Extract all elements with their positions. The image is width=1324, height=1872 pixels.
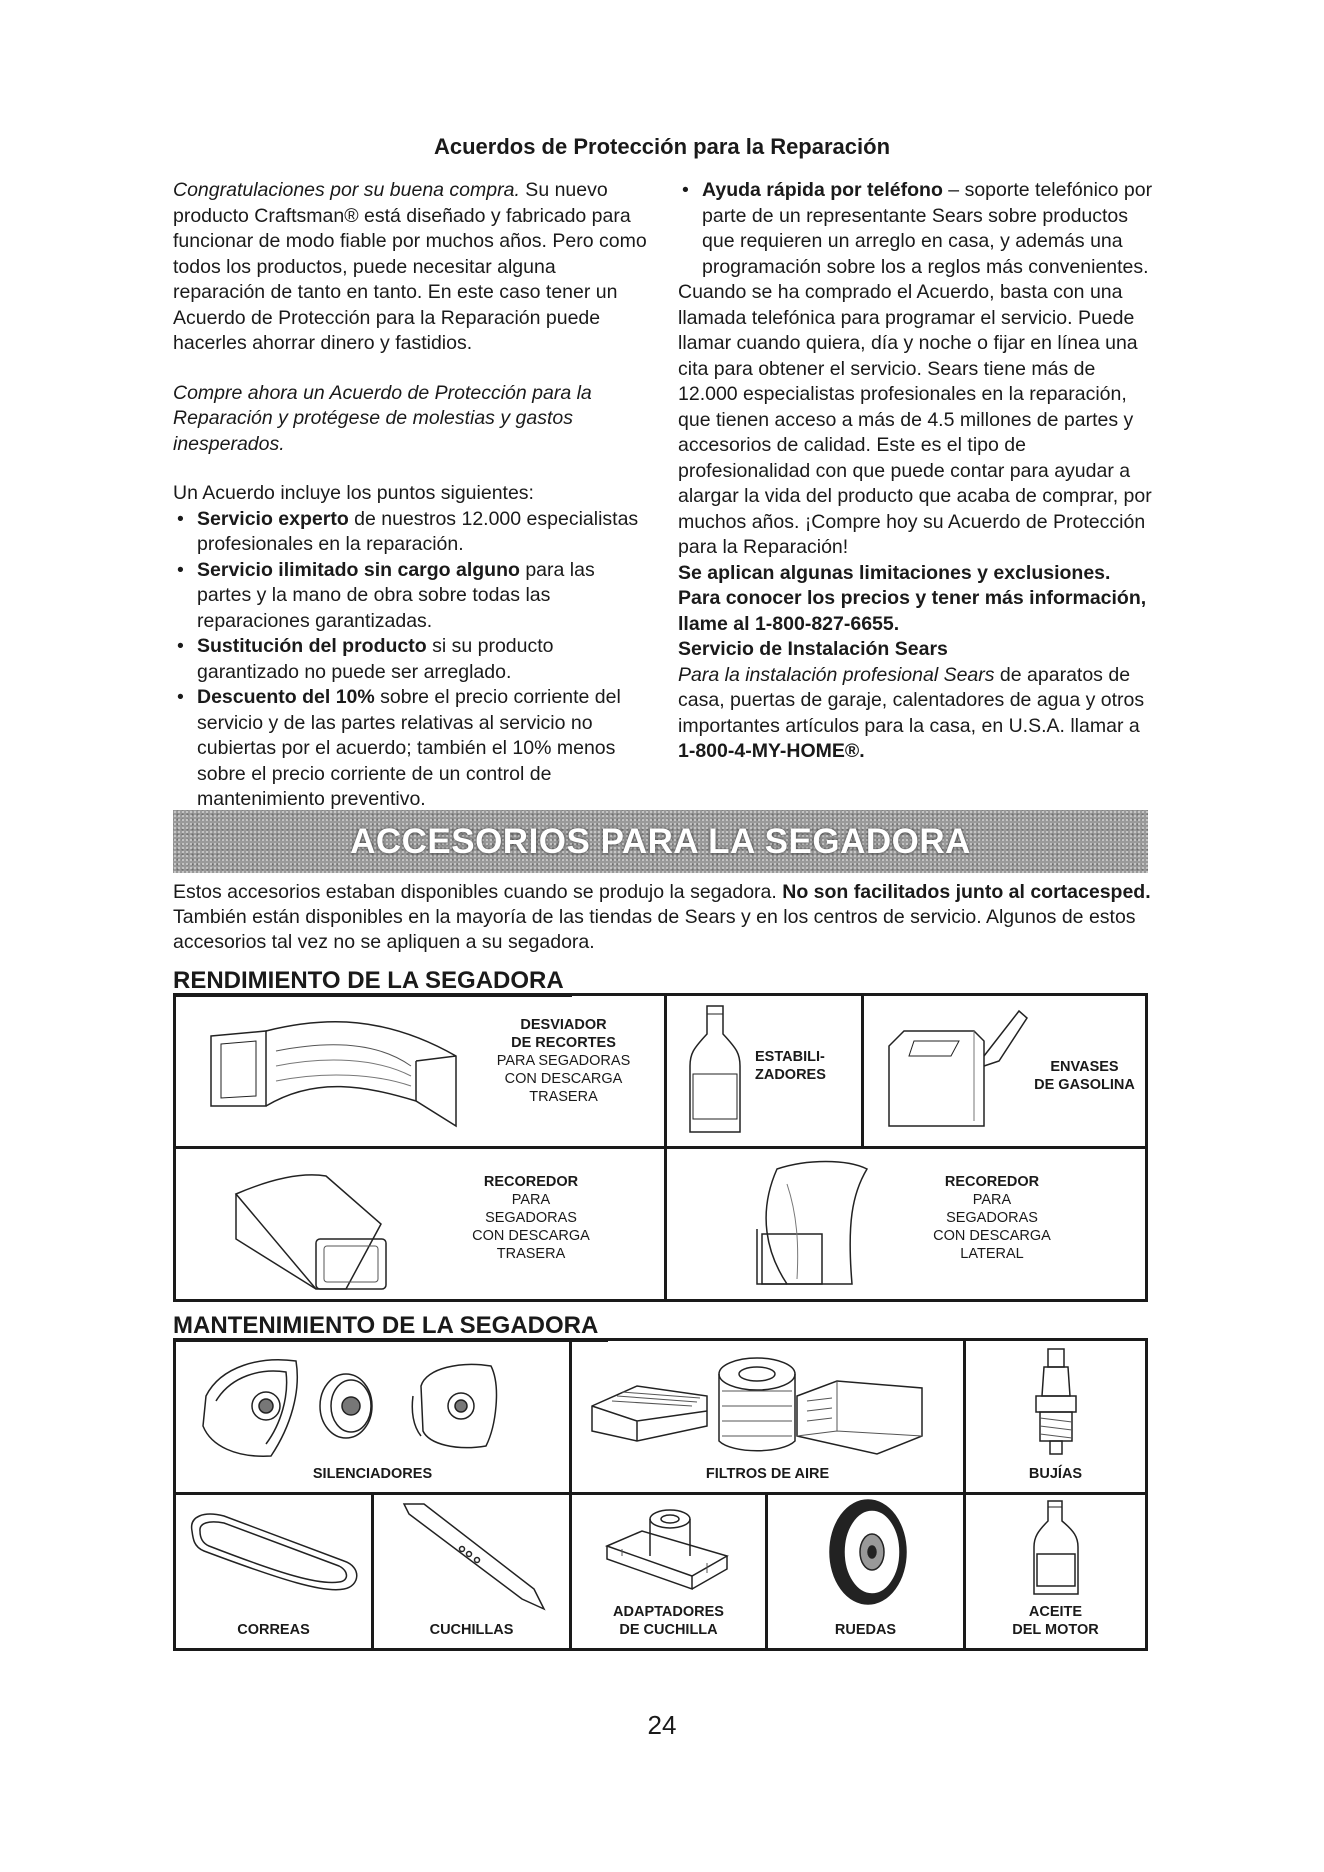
- cell-stabilizer: [667, 996, 861, 1146]
- right-column: [678, 178, 1153, 765]
- blades-label: CUCHILLAS: [429, 1622, 514, 1638]
- list-intro: Un Acuerdo incluye los puntos siguientes:: [173, 482, 534, 504]
- banner-title: ACCESORIOS PARA LA SEGADORA: [350, 821, 971, 861]
- cell-air-filters: [572, 1341, 963, 1492]
- page-number: 24: [647, 1710, 677, 1740]
- intro-congrats: Congratulaciones por su buena compra.: [173, 179, 520, 201]
- maintenance-heading: MANTENIMIENTO DE LA SEGADORA: [173, 1312, 599, 1339]
- deflector-icon: [206, 1006, 486, 1136]
- intro-body: Su nuevo producto Craftsman® está diseñado y fabricado para funcionar de modo fiable por muchos años. Pero como todos los productos, puede necesitar alguna reparación de tanto en tanto. En este caso tener un Acuerdo de Protección para la Reparación puede hacerles ahorrar dinero y fastidios.: [173, 179, 647, 354]
- wheel-icon: [823, 1497, 913, 1612]
- air-filters-label: FILTROS DE AIRE: [705, 1466, 830, 1482]
- agreement-paragraph: Cuando se ha comprado el Acuerdo, basta con una llamada telefónica para programar el servicio. Puede llamar cuando quiera, día y noche o fijar en línea una cita para obtener el servicio. Sears tiene más de 12.000 especialistas profesionales en la reparación, que tienen acceso a más de 4.5 millones de partes y accesorios de calidad. Este es el tipo de profesionalidad con que puede contar para ayudar a alargar la vida del producto que acaba de comprar, por muchos años. ¡Compre hoy su Acuerdo de Protección para la Reparación!: [678, 281, 1152, 558]
- gas-can-icon: [879, 1006, 1029, 1136]
- belt-icon: [184, 1501, 364, 1606]
- muffler-icon: [191, 1346, 551, 1461]
- list-item: • Servicio ilimitado sin cargo alguno para las partes y la mano de obra sobre todas las reparaciones garantizadas.: [173, 558, 653, 635]
- performance-grid: [173, 993, 1148, 1302]
- deflector-label: DESVIADOR DE RECORTES PARA SEGADORAS CON DESCARGA TRASERA: [496, 1017, 631, 1105]
- installation-phone: 1-800-4-MY-HOME®.: [678, 740, 865, 762]
- phone-help-list: [678, 178, 1153, 280]
- blade-adapter-icon: [602, 1501, 732, 1601]
- cell-blades: [374, 1495, 569, 1648]
- installation-heading: Servicio de Instalación Sears: [678, 638, 948, 660]
- limitations-paragraph: Se aplican algunas limitaciones y exclusiones. Para conocer los precios y tener más información, llame al 1-800-827-6655.: [678, 561, 1147, 635]
- benefits-list: [173, 507, 653, 813]
- blade-icon: [384, 1499, 554, 1614]
- installation-paragraph: Para la instalación profesional Sears de aparatos de casa, puertas de garaje, calentadores de agua y otros importantes artículos para la casa, en U.S.A. llamar a 1-800-4-MY-HOME®.: [678, 663, 1145, 762]
- left-column: [173, 178, 653, 813]
- stabilizer-label: ESTABILI- ZADORES: [755, 1049, 826, 1083]
- cell-side-bagger: [667, 1149, 1148, 1299]
- accessories-banner: [173, 810, 1148, 873]
- cell-engine-oil: [966, 1495, 1145, 1648]
- list-item: • Descuento del 10% sobre el precio corriente del servicio y de las partes relativas al servicio no cubiertas por el acuerdo; también el 10% menos sobre el precio corriente de un control de mantenimiento preventivo.: [173, 685, 653, 813]
- cell-rear-bagger: [176, 1149, 664, 1299]
- cell-wheels: [768, 1495, 963, 1648]
- accessories-intro: Estos accesorios estaban disponibles cuando se produjo la segadora. No son facilitados junto al cortacesped. También están disponibles en la mayoría de las tiendas de Sears y en los centros de servicio. Algunos de estos accesorios tal vez no se apliquen a su segadora.: [173, 881, 1151, 953]
- cell-deflector: [176, 996, 664, 1146]
- adapters-label: ADAPTADORES DE CUCHILLA: [613, 1604, 724, 1638]
- performance-heading: RENDIMIENTO DE LA SEGADORA: [173, 967, 564, 994]
- list-item: • Sustitución del producto si su producto garantizado no puede ser arreglado.: [173, 634, 653, 685]
- oil-bottle-icon: [1026, 1499, 1086, 1599]
- air-filter-icon: [582, 1346, 952, 1461]
- cell-belts: [176, 1495, 371, 1648]
- page-title: Acuerdos de Protección para la Reparación: [433, 134, 891, 159]
- bottle-icon: [685, 1004, 745, 1139]
- rear-bagger-label: RECOREDOR PARA SEGADORAS CON DESCARGA TRASERA: [472, 1174, 590, 1262]
- spark-plugs-label: BUJÍAS: [1028, 1466, 1083, 1482]
- cell-mufflers: [176, 1341, 569, 1492]
- list-item: • Servicio experto de nuestros 12.000 especialistas profesionales en la reparación.: [173, 507, 653, 558]
- wheels-label: RUEDAS: [834, 1622, 897, 1638]
- intro-paragraph: [173, 178, 653, 357]
- belts-label: CORREAS: [237, 1622, 310, 1638]
- gas-cans-label: ENVASES DE GASOLINA: [1034, 1059, 1135, 1093]
- maintenance-grid: [173, 1338, 1148, 1651]
- engine-oil-label: ACEITE DEL MOTOR: [1012, 1604, 1099, 1638]
- italic-paragraph: Compre ahora un Acuerdo de Protección para la Reparación y protégese de molestias y gastos inesperados.: [173, 381, 592, 455]
- cell-gas-cans: [864, 996, 1148, 1146]
- cell-spark-plugs: [966, 1341, 1145, 1492]
- rear-bagger-icon: [231, 1154, 401, 1294]
- spark-plug-icon: [1026, 1346, 1086, 1461]
- side-bagger-label: RECOREDOR PARA SEGADORAS CON DESCARGA LATERAL: [933, 1174, 1051, 1262]
- mufflers-label: SILENCIADORES: [312, 1466, 433, 1482]
- cell-adapters: [572, 1495, 765, 1648]
- side-bagger-icon: [737, 1154, 877, 1294]
- list-item: • Ayuda rápida por teléfono – soporte telefónico por parte de un representante Sears sobre productos que requieren un arreglo en casa, y además una programación sobre los a reglos más convenientes.: [678, 178, 1153, 280]
